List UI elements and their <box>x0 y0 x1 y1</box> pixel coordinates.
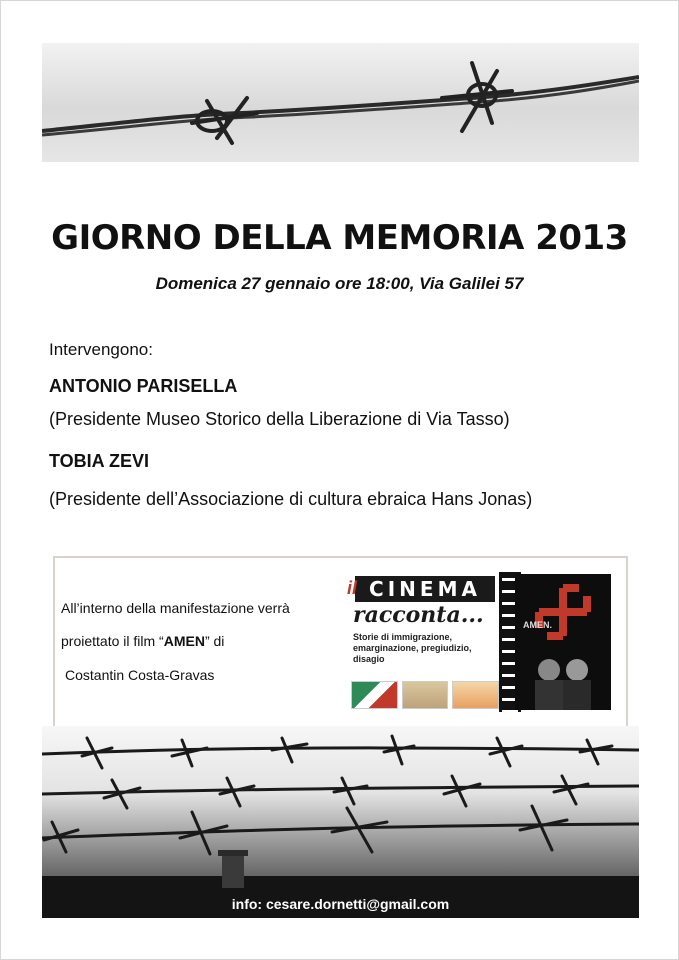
cinema-logo-il: il <box>347 578 358 598</box>
film-text-line: All’interno della manifestazione verrà <box>61 600 290 616</box>
poster-cross-icon <box>515 574 611 710</box>
cinema-logo-racconta: racconta... <box>353 602 484 628</box>
barbed-wire-image-bottom <box>42 726 639 918</box>
film-text-suffix: ” di <box>204 633 225 649</box>
pd-logo-icon <box>351 681 398 709</box>
speaker-role: (Presidente dell’Associazione di cultura ebraica Hans Jonas) <box>49 489 533 509</box>
film-title: AMEN <box>163 633 205 649</box>
esquilino-logo-icon <box>402 681 449 709</box>
cielo-logo-icon <box>452 681 499 709</box>
page-title: GIORNO DELLA MEMORIA 2013 <box>51 218 628 258</box>
film-director: Costantin Costa-Gravas <box>65 667 215 683</box>
film-text-prefix: proiettato il film “ <box>61 633 164 649</box>
poster-title: AMEN. <box>523 620 552 630</box>
barbed-wire-top-icon <box>42 43 639 162</box>
speaker-name: ANTONIO PARISELLA <box>49 376 238 396</box>
cinema-logo-description: Storie di immigrazione, emarginazione, pregiudizio, disagio <box>353 632 472 664</box>
event-details: Domenica 27 gennaio ore 18:00, Via Galilei 57 <box>155 274 524 293</box>
contact-info: info: cesare.dornetti@gmail.com <box>231 896 450 912</box>
cinema-logo-word: CINEMA <box>355 576 495 602</box>
barbed-wire-image-top <box>42 43 639 162</box>
barbed-wire-bottom-icon <box>42 726 639 918</box>
film-announcement-box <box>53 556 628 728</box>
amen-movie-poster <box>515 574 611 710</box>
speaker-name: TOBIA ZEVI <box>49 451 150 471</box>
speaker-role: (Presidente Museo Storico della Liberazione di Via Tasso) <box>49 409 510 429</box>
speakers-intro: Intervengono: <box>49 340 153 359</box>
cinema-racconta-logo <box>349 572 499 712</box>
film-text-line <box>61 633 224 649</box>
sponsor-logos <box>351 680 499 710</box>
